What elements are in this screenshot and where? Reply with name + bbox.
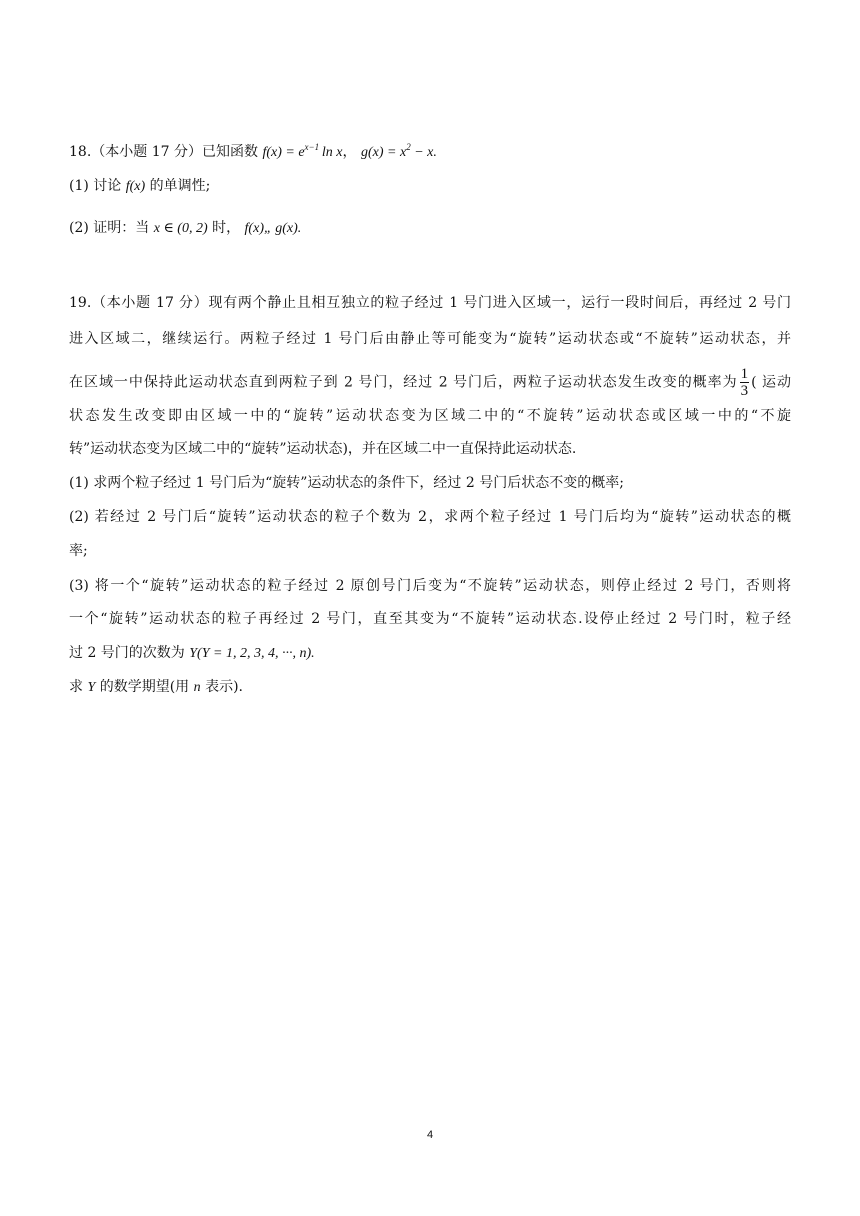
q19-part1: (1) 求两个粒子经过 1 号门后为“旋转”运动状态的条件下，经过 2 号门后状态不变的概率; xyxy=(69,475,624,491)
q19-part3-line-2: 一个“旋转”运动状态的粒子再经过 2 号门，直至其变为“不旋转”运动状态.设停止经过 2 号门时，粒子经 xyxy=(69,611,791,627)
q18-g-definition: $g(x) = x^2 - x$. xyxy=(360,142,437,160)
q19-part3-line-3: 过 2 号门的次数为 Y(Y = 1, 2, 3, 4, ···, n). xyxy=(69,645,315,661)
q19-stem-line-3: 在区域一中保持此运动状态直到两粒子到 2 号门，经过 2 号门后，两粒子运动状态发生改变的概率为 $\frac{1}{3}$ ( 运动 xyxy=(69,366,791,399)
q19-part2-line-1: (2) 若经过 2 号门后“旋转”运动状态的粒子个数为 2，求两个粒子经过 1 号门后均为“旋转”运动状态的概 xyxy=(69,509,791,525)
page-number: 4 xyxy=(426,1129,434,1141)
q19-stem-line-4: 状态发生改变即由区域一中的“旋转”运动状态变为区域二中的“不旋转”运动状态或区域一中的“不旋 xyxy=(69,408,791,424)
q18-part1: (1) 讨论 f(x) 的单调性; xyxy=(69,178,211,194)
q18-head: 18.（本小题 17 分）已知函数 xyxy=(69,144,258,160)
q18-f-definition: $f(x) = e^{x-1}$ ln x xyxy=(262,142,343,160)
q19-part3-line-1: (3) 将一个“旋转”运动状态的粒子经过 2 原创号门后变为“不旋转”运动状态，则停止经过 2 号门，否则将 xyxy=(69,578,791,594)
q18-part2: (2) 证明：当 x ∈ (0, 2) 时， f(x)„ g(x). xyxy=(69,220,302,236)
q19-final-ask: 求 Y 的数学期望(用 n 表示). xyxy=(69,679,243,695)
q18-stem: 18.（本小题 17 分）已知函数 $f(x) = e^{x-1}$ ln x， $g(x) = x^2 - x$. xyxy=(69,142,437,160)
q19-part2-line-2: 率; xyxy=(69,543,88,559)
probability-fraction: $\frac{1}{3}$ xyxy=(740,366,749,399)
q19-stem-line-2: 进入区域二，继续运行。两粒子经过 1 号门后由静止等可能变为“旋转”运动状态或“不旋转”运动状态，并 xyxy=(69,331,791,347)
q19-stem-line-1: 19.（本小题 17 分）现有两个静止且相互独立的粒子经过 1 号门进入区域一，运行一段时间后，再经过 2 号门 xyxy=(69,295,791,311)
q19-stem-line-5: 转”运动状态变为区域二中的“旋转”运动状态)，并在区域二中一直保持此运动状态. xyxy=(69,441,577,457)
